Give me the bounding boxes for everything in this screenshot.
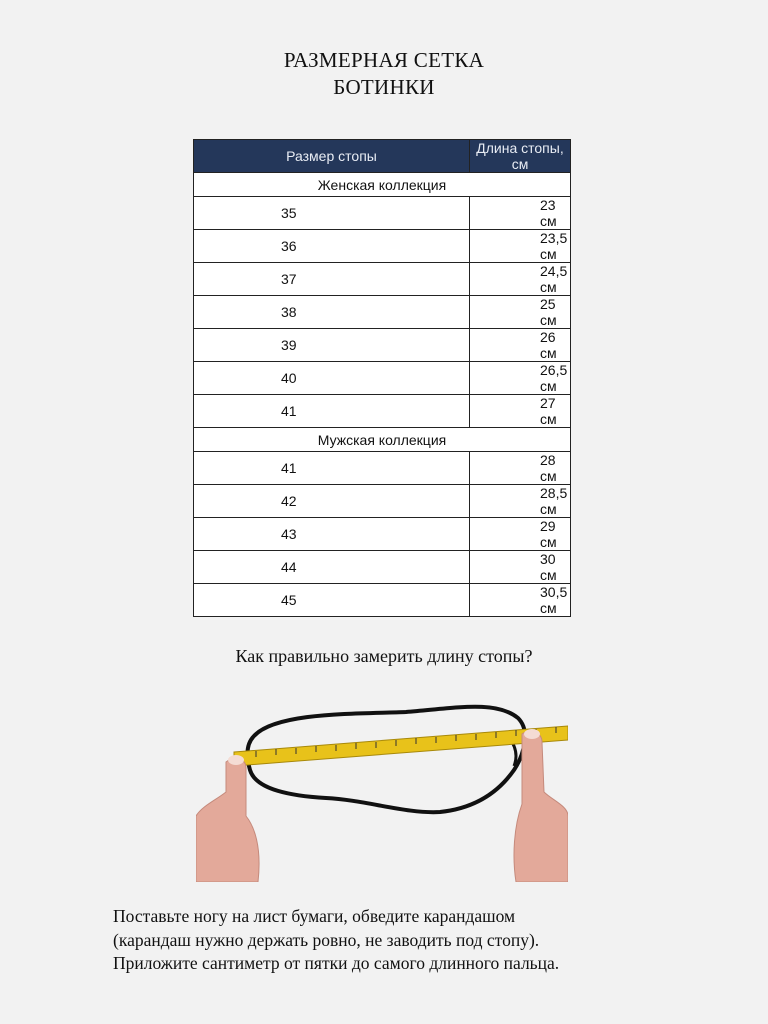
instructions-line3: Приложите сантиметр от пятки до самого длинного пальца.: [113, 953, 560, 973]
size-cell: 40: [194, 362, 470, 395]
table-row: [194, 485, 571, 518]
size-cell: 41: [194, 395, 470, 428]
table-row: [194, 584, 571, 617]
instructions-line2: (карандаш нужно держать ровно, не заводить под стопу).: [113, 929, 540, 950]
men-collection-label: Мужская коллекция: [194, 428, 571, 452]
length-cell: 25 см: [470, 296, 571, 329]
table-row: [194, 263, 571, 296]
table-row: [194, 329, 571, 362]
length-cell: 28 см: [470, 452, 571, 485]
table-row: [194, 551, 571, 584]
length-cell: 26,5 см: [470, 362, 571, 395]
table-row: [194, 230, 571, 263]
table-row: [194, 518, 571, 551]
length-cell: 28,5 см: [470, 485, 571, 518]
size-cell: 37: [194, 263, 470, 296]
column-header-size: Размер стопы: [194, 140, 470, 173]
size-cell: 35: [194, 197, 470, 230]
table-row: [194, 362, 571, 395]
size-table: [193, 139, 571, 617]
women-collection-label: Женская коллекция: [194, 173, 571, 197]
size-cell: 36: [194, 230, 470, 263]
table-row: [194, 197, 571, 230]
instructions-line1: Поставьте ногу на лист бумаги, обведите карандашом: [113, 906, 516, 926]
group-row-women: [194, 173, 571, 197]
size-cell: 45: [194, 584, 470, 617]
measure-illustration: [196, 696, 568, 882]
measure-question: Как правильно замерить длину стопы?: [235, 646, 533, 666]
length-cell: 23 см: [470, 197, 571, 230]
page-title-line1: РАЗМЕРНАЯ СЕТКА: [283, 48, 485, 72]
measure-instructions: [113, 905, 713, 976]
table-row: [194, 395, 571, 428]
hand-icon: [514, 729, 568, 882]
table-header-row: [194, 140, 571, 173]
size-cell: 38: [194, 296, 470, 329]
length-cell: 29 см: [470, 518, 571, 551]
size-cell: 44: [194, 551, 470, 584]
length-cell: 27 см: [470, 395, 571, 428]
length-cell: 24,5 см: [470, 263, 571, 296]
size-cell: 42: [194, 485, 470, 518]
length-cell: 30,5 см: [470, 584, 571, 617]
group-row-men: [194, 428, 571, 452]
table-row: [194, 452, 571, 485]
page-title: [0, 47, 768, 101]
size-cell: 41: [194, 452, 470, 485]
page-title-line2: БОТИНКИ: [333, 75, 435, 99]
table-row: [194, 296, 571, 329]
column-header-length: Длина стопы, см: [470, 140, 571, 173]
length-cell: 26 см: [470, 329, 571, 362]
size-cell: 39: [194, 329, 470, 362]
length-cell: 23,5 см: [470, 230, 571, 263]
size-cell: 43: [194, 518, 470, 551]
length-cell: 30 см: [470, 551, 571, 584]
